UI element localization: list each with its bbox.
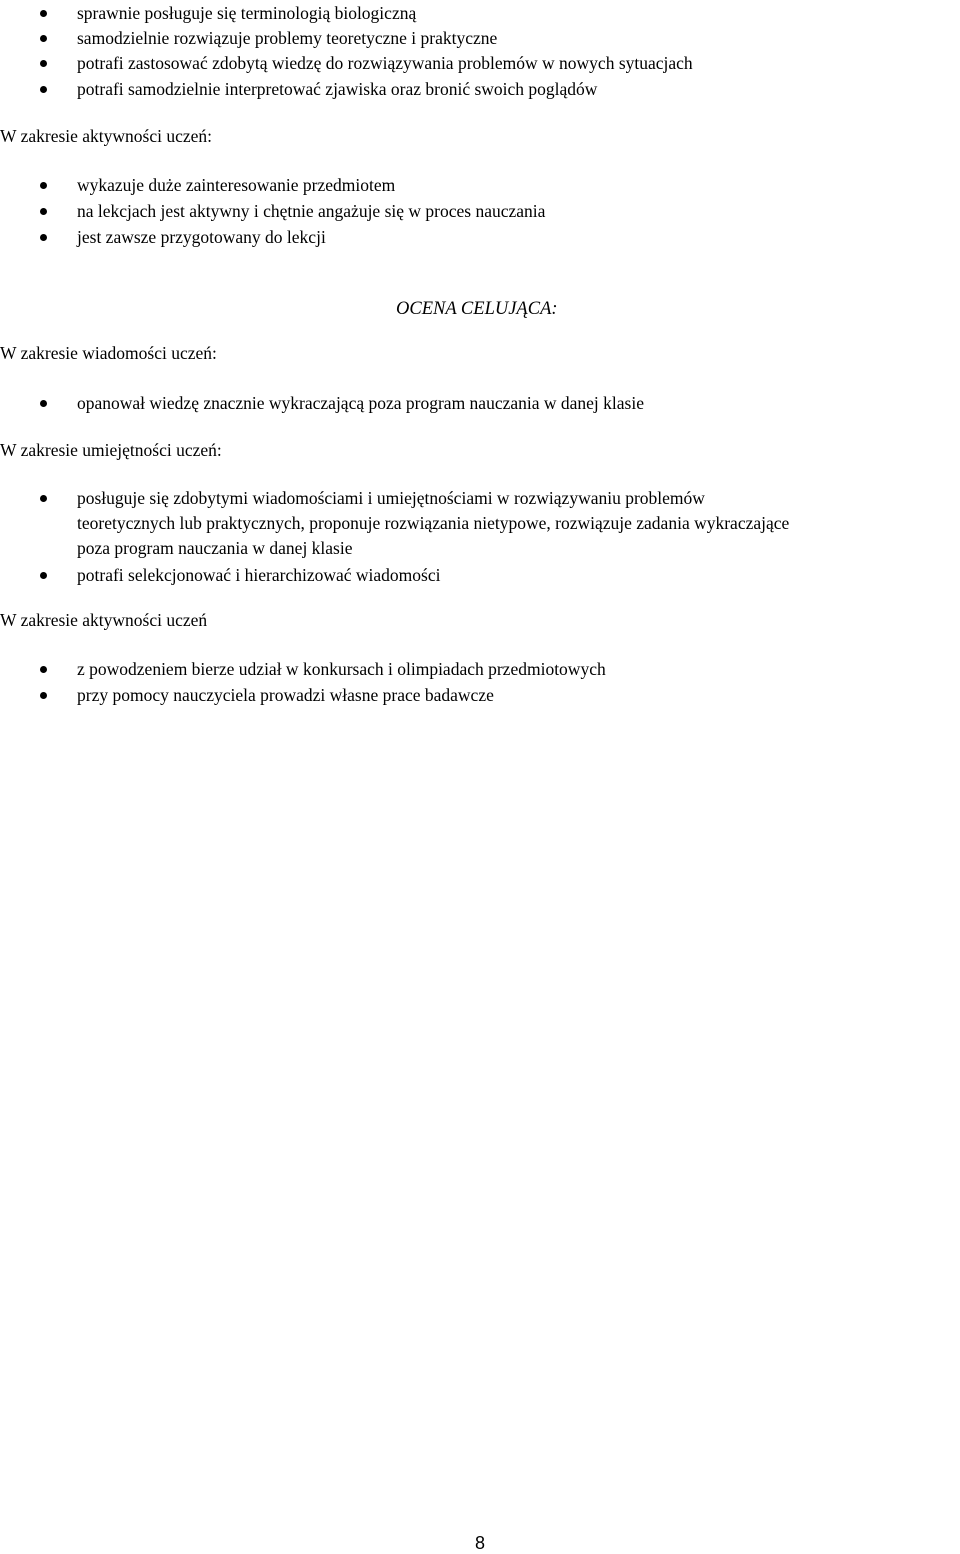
- section-heading-skills: W zakresie umiejętności uczeń:: [0, 440, 222, 460]
- list-item: przy pomocy nauczyciela prowadzi własne prace badawcze: [77, 685, 494, 705]
- bullet-icon: [40, 10, 47, 17]
- list-item: sprawnie posługuje się terminologią biologiczną: [77, 3, 417, 23]
- list-item-continuation: poza program nauczania w danej klasie: [77, 538, 353, 558]
- section-heading-knowledge: W zakresie wiadomości uczeń:: [0, 343, 217, 363]
- list-item: potrafi zastosować zdobytą wiedzę do rozwiązywania problemów w nowych sytuacjach: [77, 53, 693, 73]
- section-heading-activity: W zakresie aktywności uczeń:: [0, 126, 213, 146]
- bullet-icon: [40, 572, 47, 579]
- list-item: opanował wiedzę znacznie wykraczającą poza program nauczania w danej klasie: [77, 393, 644, 413]
- list-item: z powodzeniem bierze udział w konkursach i olimpiadach przedmiotowych: [77, 659, 606, 679]
- bullet-icon: [40, 234, 47, 241]
- section-heading-activity-2: W zakresie aktywności uczeń: [0, 610, 208, 630]
- bullet-icon: [40, 86, 47, 93]
- list-item: posługuje się zdobytymi wiadomościami i umiejętnościami w rozwiązywaniu problemów: [77, 488, 705, 508]
- bullet-icon: [40, 182, 47, 189]
- bullet-icon: [40, 208, 47, 215]
- bullet-icon: [40, 400, 47, 407]
- list-item: jest zawsze przygotowany do lekcji: [77, 227, 326, 247]
- grade-title: OCENA CELUJĄCA:: [396, 299, 558, 319]
- page-number: 8: [474, 1533, 485, 1553]
- list-item: potrafi samodzielnie interpretować zjawiska oraz bronić swoich poglądów: [77, 79, 598, 99]
- list-item-continuation: teoretycznych lub praktycznych, proponuje rozwiązania nietypowe, rozwiązuje zadania wykraczające: [77, 513, 790, 533]
- list-item: samodzielnie rozwiązuje problemy teoretyczne i praktyczne: [77, 28, 498, 48]
- bullet-icon: [40, 495, 47, 502]
- list-item: na lekcjach jest aktywny i chętnie angażuje się w proces nauczania: [77, 201, 546, 221]
- list-item: potrafi selekcjonować i hierarchizować wiadomości: [77, 565, 441, 585]
- bullet-icon: [40, 60, 47, 67]
- bullet-icon: [40, 692, 47, 699]
- bullet-icon: [40, 35, 47, 42]
- bullet-icon: [40, 666, 47, 673]
- list-item: wykazuje duże zainteresowanie przedmiotem: [77, 175, 396, 195]
